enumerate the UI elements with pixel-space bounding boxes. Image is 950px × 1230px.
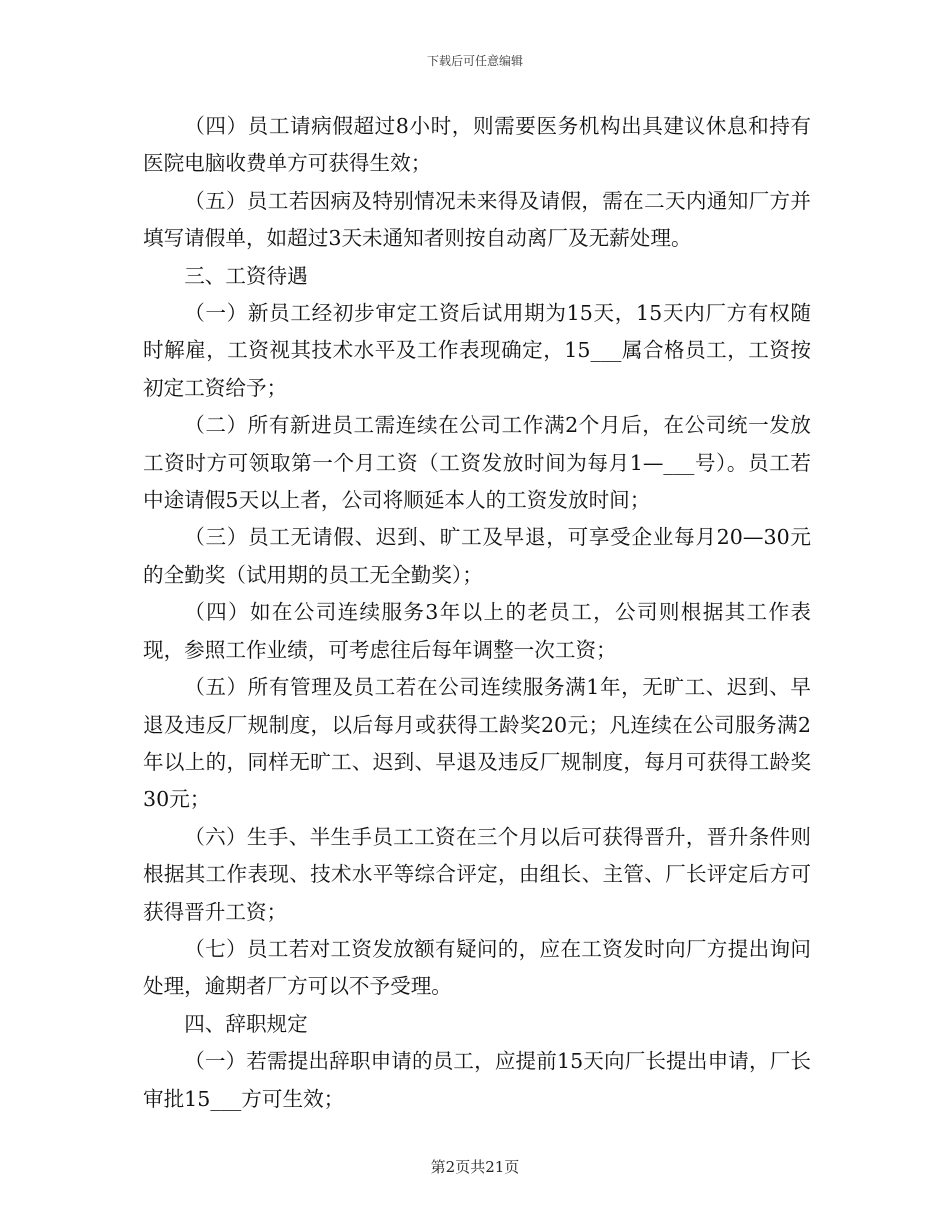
paragraph-attendance-bonus: （三）员工无请假、迟到、旷工及早退，可享受企业每月20—30元的全勤奖（试用期的员工无全勤奖）； [143, 525, 811, 587]
paragraph-annual-adjustment: （四）如在公司连续服务3年以上的老员工，公司则根据其工作表现，参照工作业绩，可考虑往后每年调整一次工资； [143, 600, 811, 662]
paragraph-probation: （一）新员工经初步审定工资后试用期为15天，15天内厂方有权随时解雇，工资视其技术水平及工作表现确定，15___属合格员工，工资按初定工资给予； [143, 301, 811, 400]
paragraph-first-salary: （二）所有新进员工需连续在公司工作满2个月后，在公司统一发放工资时方可领取第一个月工资（工资发放时间为每月1—___号）。员工若中途请假5天以上者，公司将顺延本人的工资发放时间； [143, 413, 811, 513]
paragraph-promotion: （六）生手、半生手员工工资在三个月以后可获得晋升，晋升条件则根据其工作表现、技术水平等综合评定，由组长、主管、厂长评定后方可获得晋升工资； [143, 824, 811, 924]
paragraph-sick-leave: （四）员工请病假超过8小时，则需要医务机构出具建议休息和持有医院电脑收费单方可获得生效； [143, 114, 811, 176]
paragraph-seniority-bonus: （五）所有管理及员工若在公司连续服务满1年，无旷工、迟到、早退及违反厂规制度，以后每月或获得工龄奖20元；凡连续在公司服务满2年以上的，同样无旷工、迟到、早退及违反厂规制度，每月可获得工龄奖30元； [143, 675, 811, 812]
section-heading-wages: 三、工资待遇 [184, 263, 308, 288]
paragraph-wage-inquiry: （七）员工若对工资发放额有疑问的，应在工资发时向厂方提出询问处理，逾期者厂方可以不予受理。 [143, 936, 811, 999]
page-header-note: 下载后可任意编辑 [426, 54, 523, 68]
page-number-footer: 第2页共21页 [430, 1158, 520, 1176]
document-body [143, 108, 811, 1118]
section-heading-resignation: 四、辞职规定 [184, 1011, 308, 1036]
paragraph-notify-leave: （五）员工若因病及特别情况未来得及请假，需在二天内通知厂方并填写请假单，如超过3天未通知者则按自动离厂及无薪处理。 [143, 188, 811, 251]
paragraph-resignation-notice: （一）若需提出辞职申请的员工，应提前15天向厂长提出申请，厂长审批15___方可生效； [143, 1049, 811, 1111]
